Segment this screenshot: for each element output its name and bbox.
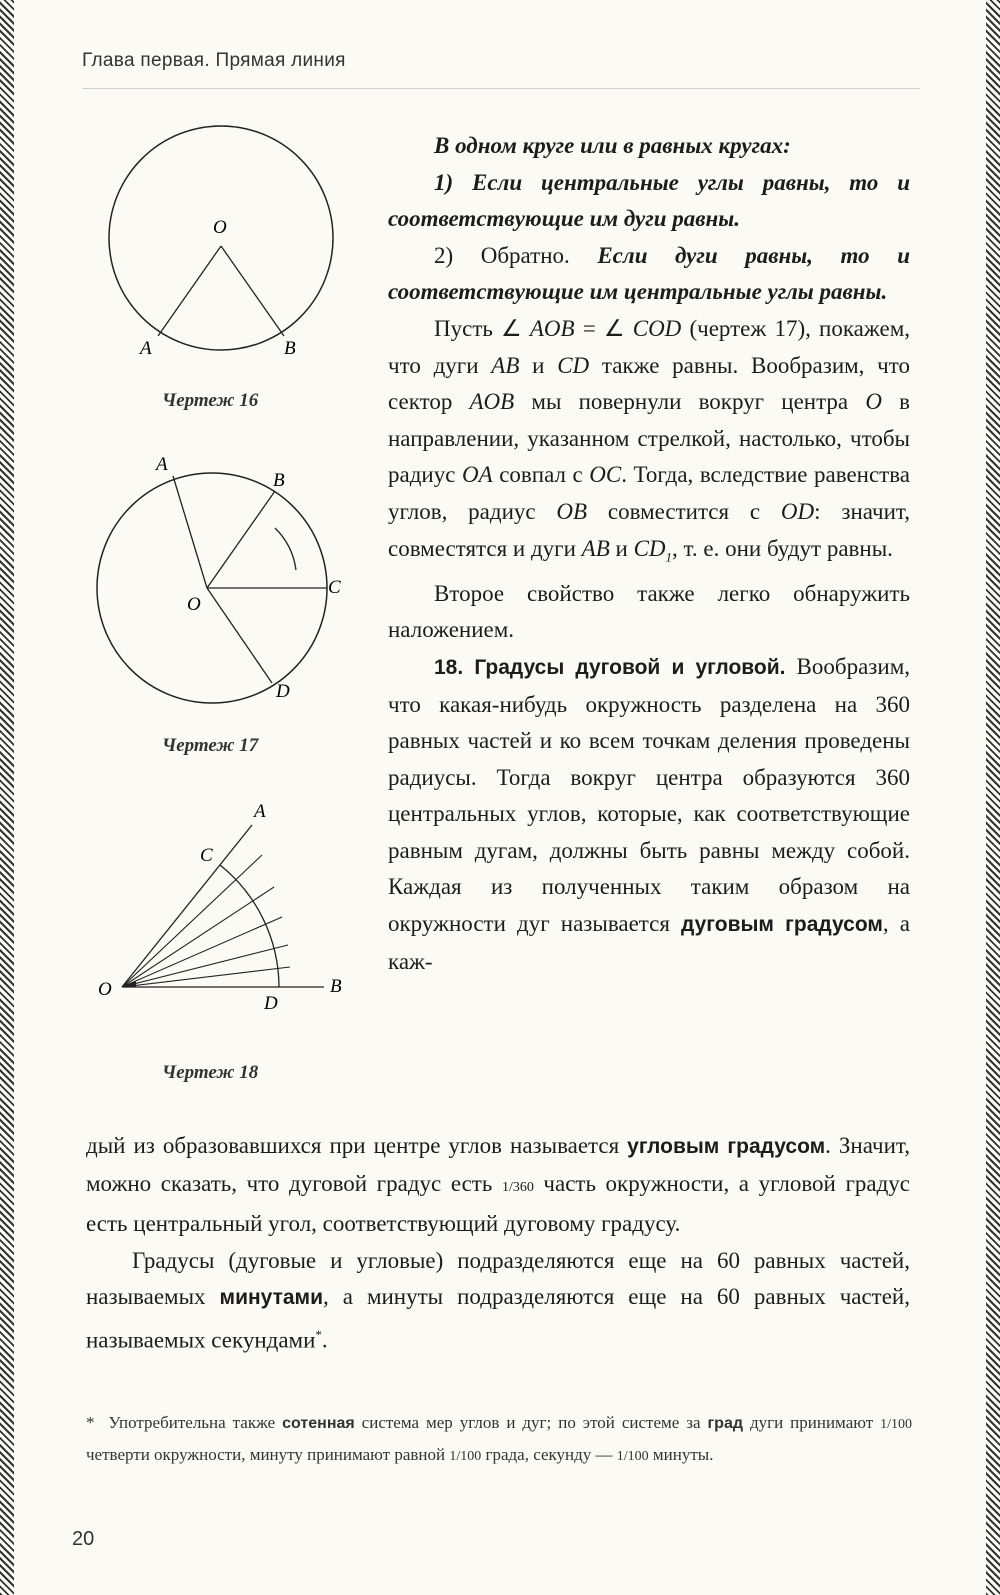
label-b-17: B — [273, 470, 285, 491]
circle-16 — [109, 126, 333, 350]
arc-cd — [220, 865, 279, 987]
caption-figure-17: Чертеж 17 — [162, 735, 259, 756]
radius-ob-17 — [207, 491, 275, 588]
label-b: B — [284, 338, 296, 359]
theorem-part-1: 1) Если центральные углы равны, то и соответствующие им дуги равны. — [388, 169, 910, 232]
caption-figure-18: Чертеж 18 — [162, 1062, 259, 1083]
theorem-intro: В одном круге или в равных кругах: — [434, 133, 791, 158]
label-d-17: D — [276, 681, 290, 702]
label-o-17: O — [187, 594, 201, 615]
label-b-18: B — [330, 976, 342, 997]
header-rule — [82, 88, 920, 89]
label-o-18: O — [98, 979, 112, 1000]
proof-paragraph: Пусть ∠ AOB = ∠ COD (чертеж 17), покажем, что дуги AB и CD также равны. Вообразим, что сектор AOB мы повернули вокруг центра O в направлении, указанном стрелкой, настолько, чтобы радиус OA совпал с OC. Тогда, вследствие равенства углов, радиус OB совместится с OD: значит, совместятся и дуги AB и $CD_1$, т. е. они будут равны. — [388, 315, 910, 565]
running-title: Глава первая. Прямая линия — [82, 50, 346, 71]
radius-ob — [221, 246, 284, 336]
label-o: O — [213, 217, 227, 238]
caption-figure-16: Чертеж 16 — [162, 390, 259, 411]
second-property-paragraph: Второе свойство также легко обнаружить наложением. — [388, 580, 910, 643]
full-width-text — [86, 1128, 910, 1359]
radius-od-17 — [207, 588, 272, 683]
label-c-17: C — [328, 577, 341, 598]
right-decorative-border — [986, 0, 1000, 1595]
rotation-arrow-arc — [275, 528, 296, 570]
page-number: 20 — [72, 1528, 95, 1550]
radius-oa-17 — [173, 476, 207, 588]
minutes-seconds-paragraph: Градусы (дуговые и угловые) подразделяются еще на 60 равных частей, называемых минутами, а минуты подразделяются еще на 60 равных частей, называемых секундами*. — [86, 1247, 910, 1353]
right-column-text — [388, 128, 910, 980]
left-decorative-border — [0, 0, 14, 1595]
radius-oa — [158, 246, 221, 336]
label-a-18: A — [254, 801, 266, 822]
section-18-continuation: дый из образовавшихся при центре углов называется угловым градусом. Значит, можно сказать, что дуговой градус есть 1/360 часть окружности, а угловой градус есть центральный угол, соответствующий дуговому градусу. — [86, 1133, 911, 1237]
figure-18 — [92, 795, 362, 1025]
label-c-18: C — [200, 845, 213, 866]
ray-oa — [122, 825, 252, 987]
figure-16 — [100, 125, 340, 370]
footnote: * Употребительна также сотенная система мер углов и дуг; по этой системе за град дуги принимают 1/100 четверти окружности, минуту принимают равной 1/100 града, секунду — 1/100 минуты. — [86, 1413, 913, 1464]
footnote-mark: * — [86, 1413, 95, 1432]
theorem-part-2: 2) Обратно. Если дуги равны, то и соответствующие им центральные углы равны. — [388, 242, 910, 305]
section-18-heading: 18. Градусы дуговой и угловой. — [434, 655, 786, 679]
section-18-paragraph: 18. Градусы дуговой и угловой. Вообразим, что какая-нибудь окружность разделена на 360 равных частей и ко всем точкам деления проведены радиусы. Тогда вокруг центра образуются 360 центральных углов, которые, как соответствующие равным дугам, должны быть равны между собой. Каждая из полученных таким образом на окружности дуг называется дуговым градусом, а каж- — [388, 653, 911, 974]
label-a-17: A — [156, 454, 168, 475]
label-d-18: D — [264, 993, 278, 1014]
figure-17 — [90, 448, 360, 708]
label-a: A — [140, 338, 152, 359]
